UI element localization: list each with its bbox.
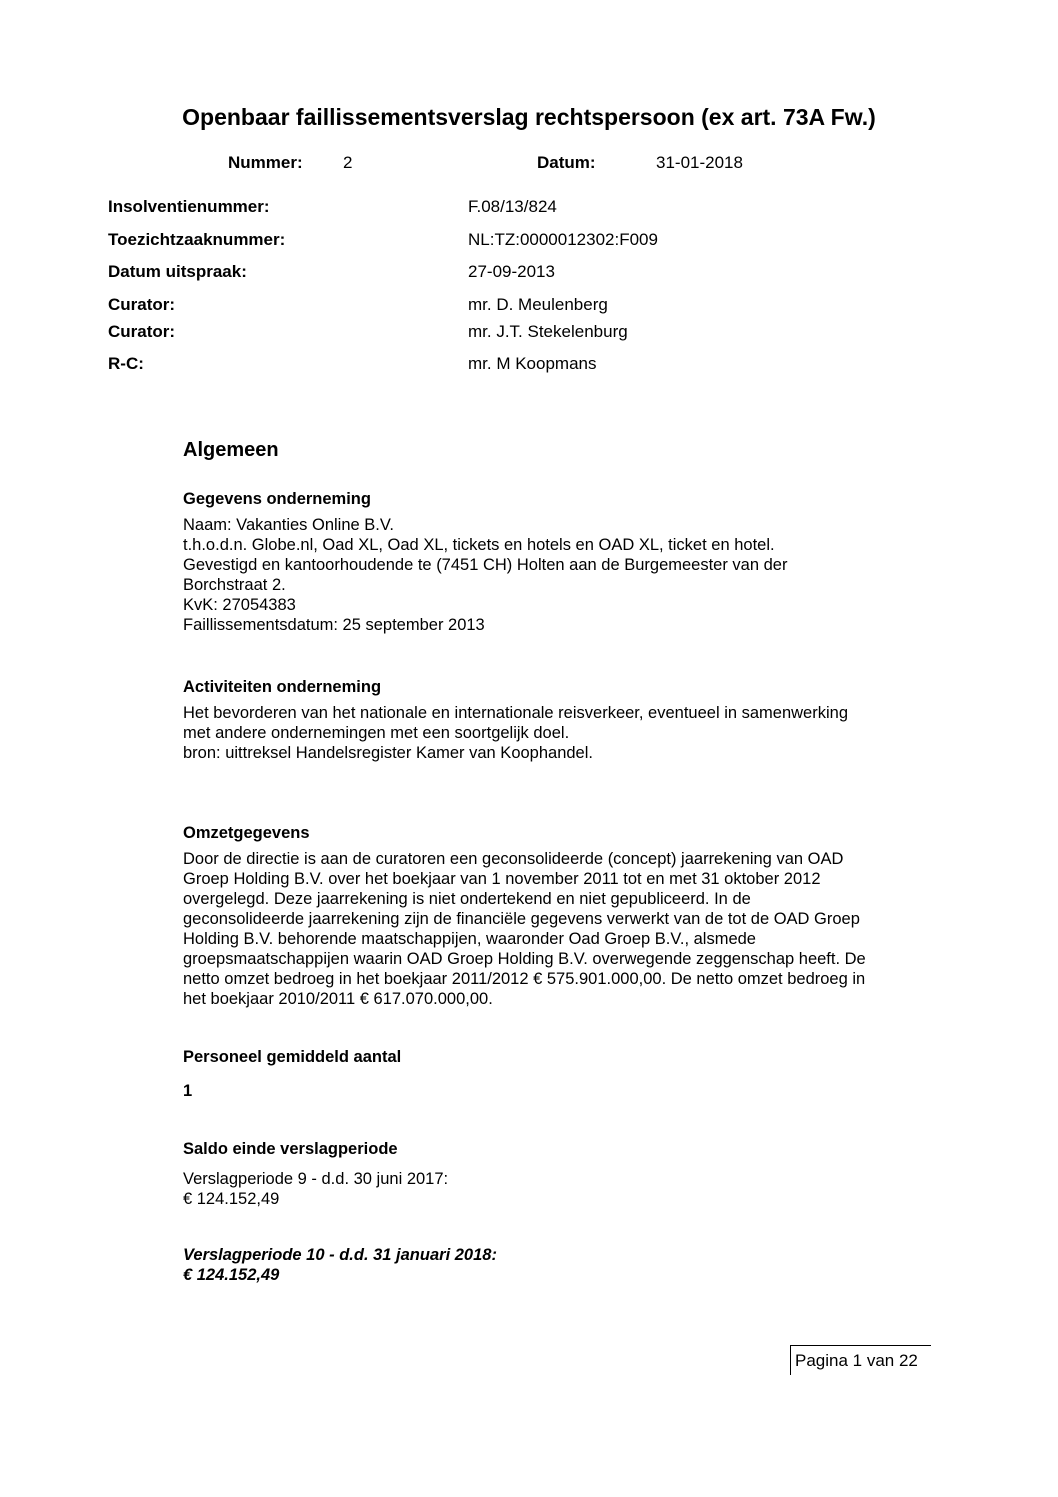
personeel-block <box>183 1047 943 1101</box>
page-number: Pagina 1 van 22 <box>795 1351 918 1370</box>
saldo-heading: Saldo einde verslagperiode <box>183 1140 398 1158</box>
saldo-block <box>183 1139 943 1209</box>
omzet-text: Door de directie is aan de curatoren een geconsolideerde (concept) jaarrekening van OAD Groep Holding B.V. over het boekjaar van 1 november 2011 tot en met 31 oktober 2012 overgelegd. Deze jaarrekening is niet ondertekend en niet gepubliceerd. In de geconsolideerde jaarrekening zijn de financiële gegevens verwerkt van de tot de OAD Groep Holding B.V. behorende maatschappijen, waaronder Oad Groep B.V., alsmede groepsmaatschappijen waarin OAD Groep Holding B.V. overwegende zeggenschap heeft. De netto omzet bedroeg in het boekjaar 2011/2012 € 575.901.000,00. De netto omzet bedroeg in het boekjaar 2010/2011 € 617.070.000,00. <box>183 850 866 1008</box>
info-row-datum-uitspraak <box>108 262 808 286</box>
nummer-label: Nummer: <box>228 153 303 172</box>
personeel-heading: Personeel gemiddeld aantal <box>183 1048 402 1066</box>
info-value: mr. M Koopmans <box>468 354 597 373</box>
info-value: NL:TZ:0000012302:F009 <box>468 230 658 249</box>
info-value: mr. D. Meulenberg <box>468 295 608 314</box>
info-row-toezichtzaaknummer <box>108 230 808 254</box>
info-label: Toezichtzaaknummer: <box>108 230 286 249</box>
gegevens-text: Naam: Vakanties Online B.V. t.h.o.d.n. Globe.nl, Oad XL, Oad XL, tickets en hotels en OAD XL, ticket en hotel. Gevestigd en kantoorhoudende te (7451 CH) Holten aan de Burgemeester van der Borchstraat 2. KvK: 27054383 Faillissementsdatum: 25 september 2013 <box>183 516 788 634</box>
personeel-value: 1 <box>183 1082 193 1100</box>
saldo-highlight-block <box>183 1245 943 1285</box>
info-value: mr. J.T. Stekelenburg <box>468 322 628 341</box>
info-value: F.08/13/824 <box>468 197 557 216</box>
info-row-curator-2 <box>108 322 808 346</box>
omzet-heading: Omzetgegevens <box>183 824 310 842</box>
saldo-text: Verslagperiode 9 - d.d. 30 juni 2017: € 124.152,49 <box>183 1170 449 1208</box>
omzetgegevens-block <box>183 823 943 1009</box>
activiteiten-onderneming-block <box>183 677 943 763</box>
section-title-algemeen: Algemeen <box>183 439 279 461</box>
saldo-highlight-text: Verslagperiode 10 - d.d. 31 januari 2018: € 124.152,49 <box>183 1246 497 1284</box>
datum-label: Datum: <box>537 153 596 172</box>
info-label: Curator: <box>108 295 176 314</box>
info-row-curator-1 <box>108 295 808 319</box>
activiteiten-heading: Activiteiten onderneming <box>183 678 382 696</box>
info-label: Datum uitspraak: <box>108 262 247 281</box>
info-label: Insolventienummer: <box>108 197 270 216</box>
info-row-insolventienummer <box>108 197 808 221</box>
gegevens-heading: Gegevens onderneming <box>183 490 371 508</box>
report-title: Openbaar faillissementsverslag rechtspersoon (ex art. 73A Fw.) <box>182 104 876 130</box>
info-value: 27-09-2013 <box>468 262 555 281</box>
info-row-rc <box>108 354 808 378</box>
info-label: Curator: <box>108 322 176 341</box>
activiteiten-text: Het bevorderen van het nationale en internationale reisverkeer, eventueel in samenwerking met andere ondernemingen met een soortgelijk doel. bron: uittreksel Handelsregister Kamer van Koophandel. <box>183 704 848 762</box>
page-number-box <box>790 1345 931 1375</box>
datum-value: 31-01-2018 <box>656 153 743 172</box>
nummer-value: 2 <box>343 153 353 172</box>
gegevens-onderneming-block <box>183 489 943 635</box>
info-label: R-C: <box>108 354 144 373</box>
